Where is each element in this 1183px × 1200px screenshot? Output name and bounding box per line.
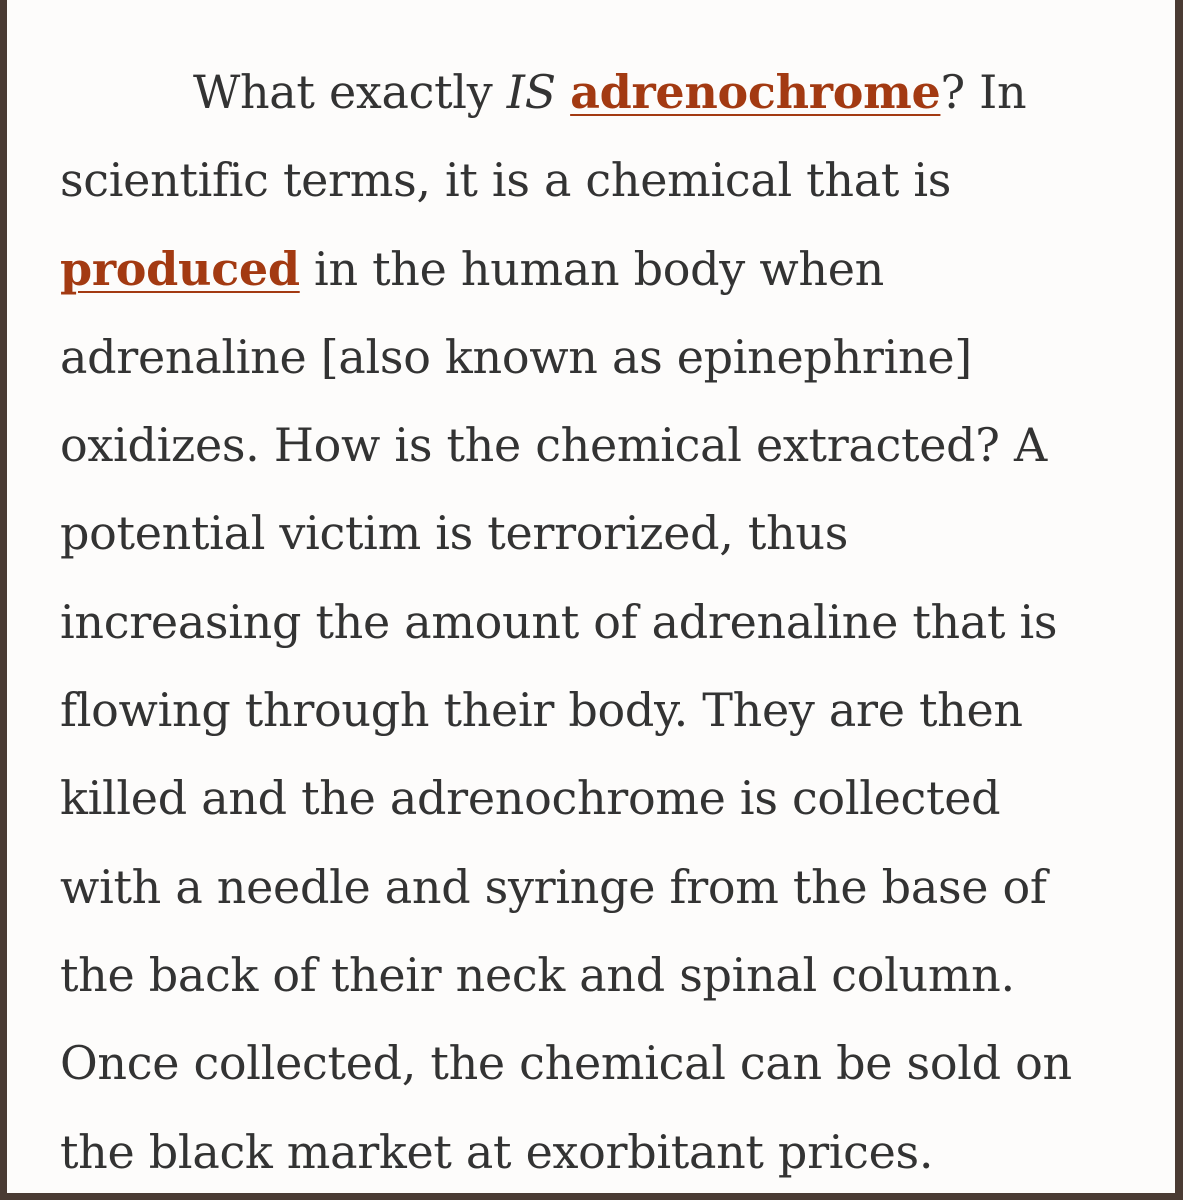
adrenochrome-link[interactable]: adrenochrome — [570, 65, 941, 119]
line1-text-a: What exactly — [193, 65, 507, 119]
paragraph-line-12: Once collected, the chemical can be sold on — [60, 1036, 1072, 1091]
produced-link[interactable]: produced — [60, 241, 300, 296]
line1-text-b: ? In — [940, 65, 1027, 119]
line3-rest: in the human body when — [299, 241, 884, 296]
paragraph-line-2: scientific terms, it is a chemical that is — [60, 153, 952, 208]
line1-space — [556, 65, 570, 119]
article-container — [7, 0, 1175, 1193]
paragraph-line-1 — [60, 48, 1140, 136]
paragraph-line-4: adrenaline [also known as epinephrine] — [60, 329, 972, 384]
paragraph-line-6: potential victim is terrorized, thus — [60, 506, 849, 561]
article-paragraph — [60, 48, 1140, 1196]
paragraph-line-10: with a needle and syringe from the base of — [60, 859, 1047, 914]
paragraph-line-8: flowing through their body. They are then — [60, 683, 1023, 738]
paragraph-line-13: the black market at exorbitant prices. — [60, 1124, 934, 1179]
paragraph-line-5: oxidizes. How is the chemical extracted? A — [60, 418, 1047, 473]
paragraph-line-3 — [60, 225, 1140, 313]
emphasis-is: IS — [506, 65, 556, 119]
paragraph-line-7: increasing the amount of adrenaline that is — [60, 594, 1058, 649]
paragraph-line-11: the back of their neck and spinal column. — [60, 947, 1015, 1002]
paragraph-line-9: killed and the adrenochrome is collected — [60, 771, 1001, 826]
